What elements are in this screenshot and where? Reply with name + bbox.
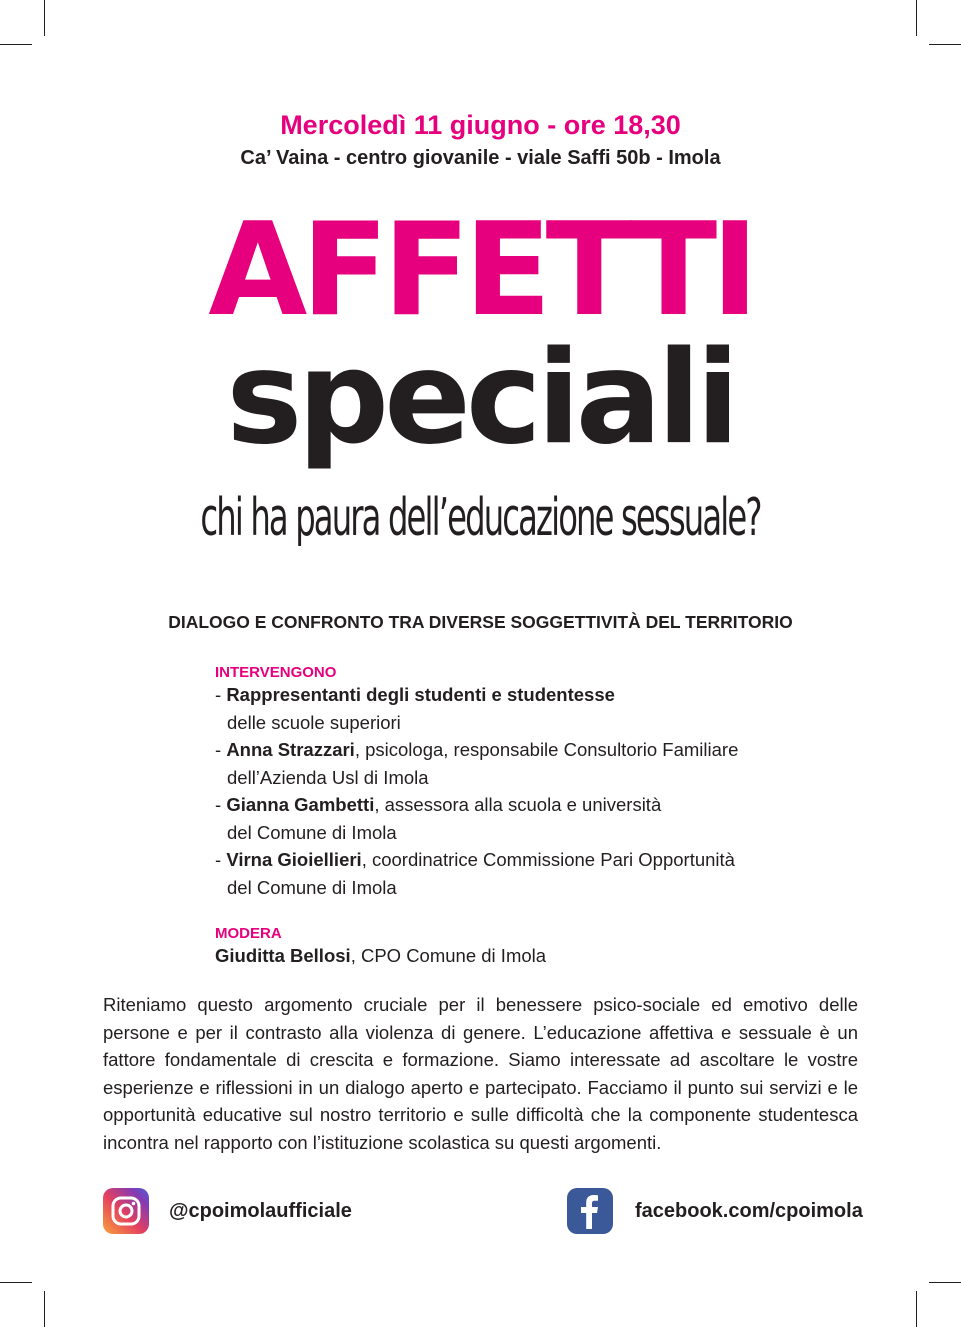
speaker-detail: del Comune di Imola <box>227 821 397 843</box>
dash: - <box>215 739 227 760</box>
instagram-handle[interactable]: @cpoimolaufficiale <box>169 1199 352 1222</box>
title-speciali: speciali <box>226 324 735 473</box>
crop-mark <box>916 1291 917 1327</box>
speaker-detail: delle scuole superiori <box>227 711 401 733</box>
crop-mark <box>44 0 45 36</box>
description-paragraph: Riteniamo questo argomento cruciale per il benessere psico-sociale ed emotivo delle persone e per il contrasto alla violenza di genere. L’educazione affettiva e sessuale è un fattore fondamentale di crescita e formazione. Siamo interessate ad ascoltare le vostre esperienze e riflessioni in un dialogo aperto e partecipato. Facciamo il punto sui servizi e le opportunità educative sul nostro territorio e sulle difficoltà che la componente studentesca incontra nel rapporto con l’istituzione scolastica su questi argomenti. <box>103 994 858 1153</box>
dash: - <box>215 684 227 705</box>
title-affetti: AFFETTI <box>208 196 753 345</box>
instagram-icon[interactable] <box>103 1188 149 1234</box>
speaker-name: Anna Strazzari <box>226 739 355 760</box>
crop-mark <box>44 1291 45 1327</box>
speaker-item <box>215 736 855 791</box>
event-venue: Ca’ Vaina - centro giovanile - viale Saffi 50b - Imola <box>240 147 721 169</box>
speaker-role: , assessora alla scuola e università <box>374 794 662 815</box>
speaker-role: , psicologa, responsabile Consultorio Familiare <box>354 739 739 760</box>
moderator-section <box>215 925 855 970</box>
speaker-item <box>215 681 855 736</box>
speaker-role: , coordinatrice Commissione Pari Opportunità <box>361 849 735 870</box>
crop-mark <box>0 44 32 45</box>
moderator-name: Giuditta Bellosi <box>215 945 351 966</box>
moderator-role: , CPO Comune di Imola <box>350 945 547 966</box>
speaker-name: Gianna Gambetti <box>226 794 375 815</box>
speaker-item <box>215 846 855 901</box>
speaker-detail: dell’Azienda Usl di Imola <box>227 766 429 788</box>
instagram-link[interactable] <box>103 1186 352 1236</box>
dialog-heading: DIALOGO E CONFRONTO TRA DIVERSE SOGGETTIVITÀ DEL TERRITORIO <box>168 612 793 632</box>
moderator-label: MODERA <box>215 925 282 942</box>
speakers-label: INTERVENGONO <box>215 664 337 681</box>
facebook-icon[interactable] <box>567 1188 613 1234</box>
dash: - <box>215 849 227 870</box>
crop-mark <box>0 1282 32 1283</box>
subtitle: chi ha paura dell’educazione sessuale? <box>200 488 761 548</box>
dash: - <box>215 794 227 815</box>
speaker-detail: del Comune di Imola <box>227 876 397 898</box>
speaker-name: Virna Gioiellieri <box>226 849 362 870</box>
facebook-handle[interactable]: facebook.com/cpoimola <box>635 1199 863 1222</box>
speaker-item <box>215 791 855 846</box>
facebook-link[interactable] <box>567 1186 863 1236</box>
crop-mark <box>929 1282 961 1283</box>
speaker-name: Rappresentanti degli studenti e studentesse <box>226 684 615 705</box>
speakers-section <box>215 664 855 901</box>
crop-mark <box>916 0 917 36</box>
crop-mark <box>929 44 961 45</box>
event-date: Mercoledì 11 giugno - ore 18,30 <box>280 110 681 140</box>
